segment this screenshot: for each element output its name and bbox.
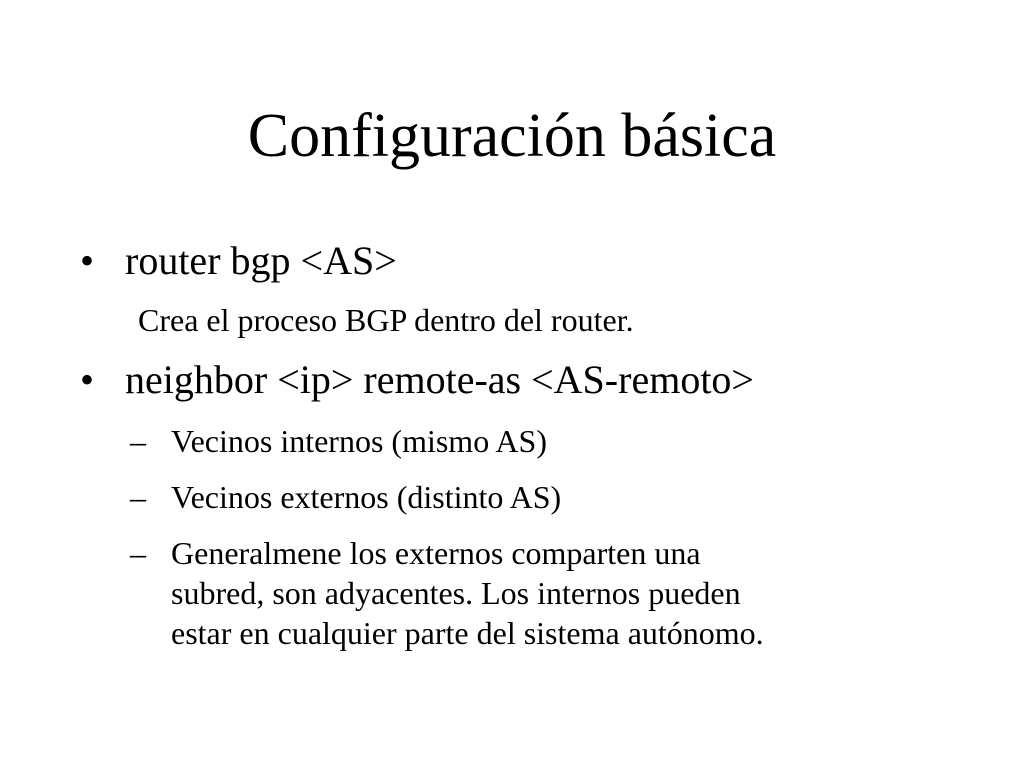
sub-item-line: subred, son adyacentes. Los internos pueden xyxy=(171,575,741,611)
dash-icon: – xyxy=(130,479,146,515)
bullet-dot-icon: • xyxy=(80,357,95,402)
bullet-text: router bgp <AS> xyxy=(125,238,397,283)
sub-item-text xyxy=(171,477,931,517)
bullet-dot-icon: • xyxy=(80,238,95,283)
sub-item-line: Vecinos internos (mismo AS) xyxy=(171,423,547,459)
slide-title: Configuración básica xyxy=(247,102,777,170)
sub-item-line: Generalmene los externos comparten una xyxy=(171,535,701,571)
sub-item-line: estar en cualquier parte del sistema autónomo. xyxy=(171,615,764,651)
sub-item-line: Vecinos externos (distinto AS) xyxy=(171,479,562,515)
bullet-text: neighbor <ip> remote-as <AS-remoto> xyxy=(125,357,754,402)
dash-icon: – xyxy=(130,423,146,459)
bullet-note: Crea el proceso BGP dentro del router. xyxy=(138,302,634,338)
sub-item-text xyxy=(171,533,931,653)
dash-icon: – xyxy=(130,535,146,571)
sub-item-text xyxy=(171,421,931,461)
